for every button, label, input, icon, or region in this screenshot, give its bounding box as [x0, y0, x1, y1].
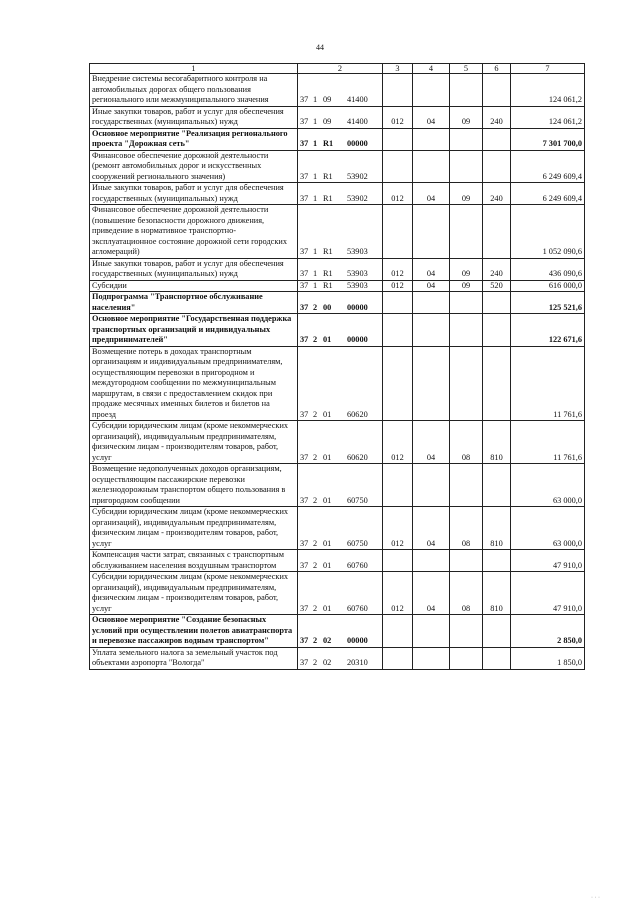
code-part: 37 — [300, 139, 309, 148]
amount: 11 761,6 — [511, 421, 585, 464]
code-part: 01 — [323, 603, 332, 613]
code-part: 2 — [313, 409, 318, 419]
table-row — [90, 150, 585, 183]
amount: 616 000,0 — [511, 280, 585, 292]
code-part: 60760 — [347, 560, 368, 570]
code-part: 53903 — [347, 280, 368, 290]
code-c5: 09 — [450, 280, 483, 292]
table-row — [90, 346, 585, 421]
code-part: 01 — [323, 409, 332, 419]
table-row — [90, 507, 585, 550]
code-part: 60620 — [347, 452, 368, 462]
code-c6 — [483, 128, 511, 150]
amount: 1 850,0 — [511, 647, 585, 669]
amount: 1 052 090,6 — [511, 205, 585, 259]
code-part: 37 — [300, 452, 309, 462]
code-c5: 09 — [450, 106, 483, 128]
code-c5: 09 — [450, 183, 483, 205]
code-c6 — [483, 314, 511, 347]
header-cell: 5 — [450, 64, 483, 74]
row-name: Финансовое обеспечение дорожной деятельности (ремонт автомобильных дорог и искусственных сооружений регионального значения) — [90, 150, 298, 183]
code-part: 2 — [313, 495, 318, 505]
row-name: Компенсация части затрат, связанных с транспортным обслуживанием населения воздушным транспортом — [90, 550, 298, 572]
code-c4 — [413, 150, 450, 183]
header-cell: 3 — [383, 64, 413, 74]
target-code — [298, 421, 383, 464]
code-part: 01 — [323, 538, 332, 548]
code-c5: 09 — [450, 258, 483, 280]
code-part: 1 — [313, 269, 318, 278]
code-c6 — [483, 346, 511, 421]
code-c4 — [413, 647, 450, 669]
table-row — [90, 314, 585, 347]
code-part: 37 — [300, 658, 309, 667]
table-row — [90, 280, 585, 292]
code-part: R1 — [323, 193, 333, 203]
code-c5 — [450, 128, 483, 150]
code-part: 53903 — [347, 269, 368, 278]
table-row — [90, 421, 585, 464]
code-part: R1 — [323, 139, 334, 148]
header-cell: 2 — [298, 64, 383, 74]
code-part: 60750 — [347, 495, 368, 505]
code-c3 — [383, 550, 413, 572]
code-c6: 240 — [483, 258, 511, 280]
code-c5 — [450, 647, 483, 669]
code-c3: 012 — [383, 106, 413, 128]
code-c4: 04 — [413, 507, 450, 550]
table-row — [90, 128, 585, 150]
budget-table — [89, 63, 585, 670]
target-code — [298, 615, 383, 648]
table-row — [90, 615, 585, 648]
code-part: 00 — [323, 302, 332, 312]
target-code — [298, 74, 383, 107]
amount: 6 249 609,4 — [511, 150, 585, 183]
code-c6 — [483, 464, 511, 507]
code-c3 — [383, 314, 413, 347]
code-c5: 08 — [450, 421, 483, 464]
code-c6: 810 — [483, 421, 511, 464]
target-code — [298, 346, 383, 421]
header-cell: 1 — [90, 64, 298, 74]
header-cell: 6 — [483, 64, 511, 74]
target-code — [298, 150, 383, 183]
code-c6: 240 — [483, 183, 511, 205]
code-part: 20310 — [347, 658, 368, 667]
code-part: 02 — [323, 636, 332, 645]
code-c5 — [450, 150, 483, 183]
code-c4 — [413, 292, 450, 314]
table-row — [90, 292, 585, 314]
target-code — [298, 647, 383, 669]
amount: 436 090,6 — [511, 258, 585, 280]
row-name: Субсидии — [90, 280, 298, 292]
code-part: 1 — [313, 171, 318, 181]
code-c5 — [450, 550, 483, 572]
code-part: 1 — [313, 139, 318, 148]
row-name: Иные закупки товаров, работ и услуг для обеспечения государственных (муниципальных) нужд — [90, 258, 298, 280]
row-name: Внедрение системы весогабаритного контроля на автомобильных дорогах общего пользования регионального или межмуниципального значения — [90, 74, 298, 107]
code-part: 1 — [313, 247, 318, 256]
code-c4: 04 — [413, 258, 450, 280]
code-part: 2 — [313, 603, 318, 613]
header-cell: 7 — [511, 64, 585, 74]
code-part: R1 — [323, 247, 333, 256]
code-c4 — [413, 550, 450, 572]
table-row — [90, 74, 585, 107]
code-part: R1 — [323, 269, 333, 278]
row-name: Иные закупки товаров, работ и услуг для обеспечения государственных (муниципальных) нужд — [90, 183, 298, 205]
code-part: 01 — [323, 335, 332, 344]
code-c6 — [483, 74, 511, 107]
code-part: 37 — [300, 280, 309, 290]
row-name: Субсидии юридическим лицам (кроме некоммерческих организаций), индивидуальным предпринимателям, физическим лицам - производителям товаров, работ, услуг — [90, 421, 298, 464]
amount: 11 761,6 — [511, 346, 585, 421]
code-c3 — [383, 464, 413, 507]
code-c3: 012 — [383, 183, 413, 205]
code-c6: 240 — [483, 106, 511, 128]
code-c6: 810 — [483, 572, 511, 615]
code-part: 37 — [300, 603, 309, 613]
code-part: 01 — [323, 495, 332, 505]
code-part: 37 — [300, 247, 309, 256]
amount: 47 910,0 — [511, 550, 585, 572]
code-c4: 04 — [413, 106, 450, 128]
code-part: 53903 — [347, 247, 368, 256]
code-c6 — [483, 205, 511, 259]
target-code — [298, 292, 383, 314]
code-c3: 012 — [383, 421, 413, 464]
code-c6 — [483, 615, 511, 648]
code-c6 — [483, 550, 511, 572]
table-row — [90, 258, 585, 280]
amount: 63 000,0 — [511, 464, 585, 507]
amount: 125 521,6 — [511, 292, 585, 314]
code-part: 1 — [313, 117, 318, 126]
code-part: 01 — [323, 452, 332, 462]
code-part: 37 — [300, 302, 309, 312]
code-part: 1 — [313, 193, 318, 203]
page-number: 44 — [316, 43, 324, 52]
target-code — [298, 183, 383, 205]
code-part: 37 — [300, 560, 309, 570]
code-c4 — [413, 128, 450, 150]
amount: 2 850,0 — [511, 615, 585, 648]
code-part: 37 — [300, 409, 309, 419]
row-name: Возмещение потерь в доходах транспортным организациям и индивидуальным предпринимателям, осуществляющим перевозки в пригородном и междугородном сообщении по межмуниципальным маршрутам, в связи с предоставлением скидок при продаже месячных именных билетов и билетов на проезд — [90, 346, 298, 421]
target-code — [298, 314, 383, 347]
code-c5 — [450, 464, 483, 507]
code-c3 — [383, 647, 413, 669]
table-row — [90, 572, 585, 615]
code-part: 37 — [300, 171, 309, 181]
header-row — [90, 64, 585, 74]
code-c5 — [450, 205, 483, 259]
code-c4 — [413, 205, 450, 259]
code-c6: 810 — [483, 507, 511, 550]
code-part: 00000 — [347, 636, 368, 645]
code-part: R1 — [323, 280, 333, 290]
code-part: 60760 — [347, 603, 368, 613]
code-c4 — [413, 314, 450, 347]
row-name: Подпрограмма "Транспортное обслуживание населения" — [90, 292, 298, 314]
code-c3 — [383, 205, 413, 259]
amount: 122 671,6 — [511, 314, 585, 347]
table-row — [90, 106, 585, 128]
code-c4 — [413, 74, 450, 107]
amount: 6 249 609,4 — [511, 183, 585, 205]
code-part: 00000 — [347, 302, 368, 312]
row-name: Уплата земельного налога за земельный участок под объектами аэропорта "Вологда" — [90, 647, 298, 669]
code-part: 37 — [300, 335, 309, 344]
code-c5: 08 — [450, 572, 483, 615]
code-c3 — [383, 346, 413, 421]
code-part: 2 — [313, 452, 318, 462]
code-c3: 012 — [383, 572, 413, 615]
code-part: 2 — [313, 302, 318, 312]
code-part: 09 — [323, 117, 332, 126]
row-name: Основное мероприятие "Государственная поддержка транспортных организаций и индивидуальных предпринимателей" — [90, 314, 298, 347]
code-part: 53902 — [347, 171, 368, 181]
target-code — [298, 572, 383, 615]
code-c3 — [383, 74, 413, 107]
code-part: 1 — [313, 95, 318, 104]
code-part: 2 — [313, 636, 318, 645]
row-name: Субсидии юридическим лицам (кроме некоммерческих организаций), индивидуальным предпринимателям, физическим лицам - производителям товаров, работ, услуг — [90, 507, 298, 550]
code-c4 — [413, 346, 450, 421]
table-row — [90, 205, 585, 259]
amount: 124 061,2 — [511, 106, 585, 128]
code-part: 2 — [313, 560, 318, 570]
code-part: 2 — [313, 658, 318, 667]
code-c6 — [483, 292, 511, 314]
row-name: Возмещение недополученных доходов организациям, осуществляющим пассажирские перевозки железнодорожным транспортом общего пользования в пригородном сообщении — [90, 464, 298, 507]
code-c4: 04 — [413, 183, 450, 205]
code-c3 — [383, 150, 413, 183]
code-c3: 012 — [383, 280, 413, 292]
code-c4 — [413, 464, 450, 507]
code-c5 — [450, 74, 483, 107]
target-code — [298, 128, 383, 150]
row-name: Субсидии юридическим лицам (кроме некоммерческих организаций), индивидуальным предпринимателям, физическим лицам - производителям товаров, работ, услуг — [90, 572, 298, 615]
code-part: 41400 — [347, 95, 368, 104]
code-part: 37 — [300, 117, 309, 126]
code-part: 00000 — [347, 139, 368, 148]
table-row — [90, 464, 585, 507]
code-part: 37 — [300, 636, 309, 645]
scan-mark: · · · — [591, 895, 600, 901]
code-c5 — [450, 292, 483, 314]
row-name: Иные закупки товаров, работ и услуг для обеспечения государственных (муниципальных) нужд — [90, 106, 298, 128]
code-c3: 012 — [383, 507, 413, 550]
amount: 47 910,0 — [511, 572, 585, 615]
code-c3 — [383, 292, 413, 314]
target-code — [298, 464, 383, 507]
code-part: 41400 — [347, 117, 368, 126]
code-c3 — [383, 615, 413, 648]
code-part: 53902 — [347, 193, 368, 203]
code-part: 09 — [323, 95, 332, 104]
code-part: 37 — [300, 95, 309, 104]
code-c4: 04 — [413, 572, 450, 615]
amount: 63 000,0 — [511, 507, 585, 550]
code-c3: 012 — [383, 258, 413, 280]
row-name: Основное мероприятие "Реализация регионального проекта "Дорожная сеть" — [90, 128, 298, 150]
code-part: 02 — [323, 658, 332, 667]
code-part: 60620 — [347, 409, 368, 419]
code-c5 — [450, 314, 483, 347]
code-c6 — [483, 150, 511, 183]
row-name: Финансовое обеспечение дорожной деятельности (повышение безопасности дорожного движения, приведение в нормативное транспортно-эксплуатационное состояние дорожной сети городских агломераций) — [90, 205, 298, 259]
code-part: R1 — [323, 171, 333, 181]
code-c5 — [450, 615, 483, 648]
code-c4: 04 — [413, 421, 450, 464]
code-c3 — [383, 128, 413, 150]
code-c4: 04 — [413, 280, 450, 292]
code-c4 — [413, 615, 450, 648]
code-part: 00000 — [347, 335, 368, 344]
code-part: 37 — [300, 269, 309, 278]
row-name: Основное мероприятие "Создание безопасных условий при осуществлении полетов авиатранспорта и перевозке пассажиров водным транспортом" — [90, 615, 298, 648]
amount: 7 301 700,0 — [511, 128, 585, 150]
code-part: 2 — [313, 335, 318, 344]
target-code — [298, 106, 383, 128]
code-part: 1 — [313, 280, 318, 290]
code-part: 37 — [300, 495, 309, 505]
code-part: 37 — [300, 193, 309, 203]
table-row — [90, 183, 585, 205]
target-code — [298, 205, 383, 259]
target-code — [298, 258, 383, 280]
code-part: 01 — [323, 560, 332, 570]
table-row — [90, 647, 585, 669]
target-code — [298, 507, 383, 550]
header-cell: 4 — [413, 64, 450, 74]
code-c6: 520 — [483, 280, 511, 292]
amount: 124 061,2 — [511, 74, 585, 107]
table-row — [90, 550, 585, 572]
code-part: 37 — [300, 538, 309, 548]
code-part: 60750 — [347, 538, 368, 548]
code-c6 — [483, 647, 511, 669]
code-c5 — [450, 346, 483, 421]
code-part: 2 — [313, 538, 318, 548]
code-c5: 08 — [450, 507, 483, 550]
target-code — [298, 280, 383, 292]
target-code — [298, 550, 383, 572]
